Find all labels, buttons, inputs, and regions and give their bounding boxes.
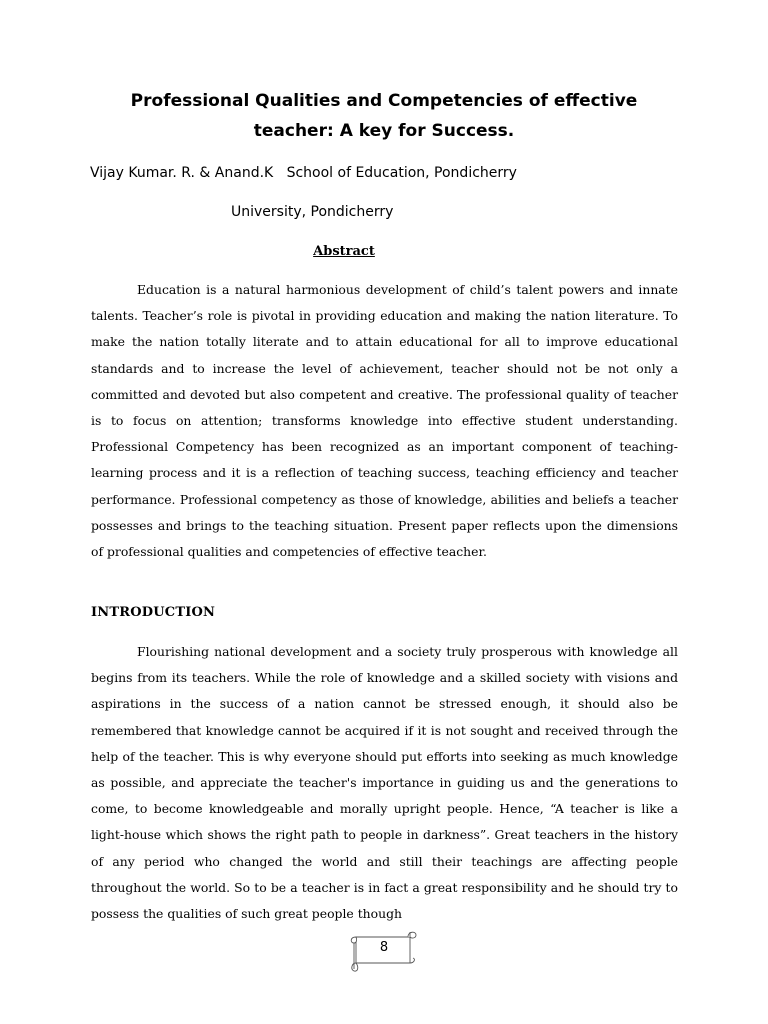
page-number: 8: [379, 940, 389, 955]
paper-title-line-1: Professional Qualities and Competencies of effective: [130, 91, 638, 111]
authors-affiliation-line-1: Vijay Kumar. R. & Anand.K School of Education, Pondicherry: [90, 165, 517, 181]
introduction-paragraph: Flourishing national development and a society truly prosperous with knowledge all begins from its teachers. While the role of knowledge and a skilled society with visions and aspirations in the success of a nation cannot be stressed enough, it should also be remembered that knowledge cannot be acquired if it is not sought and received through the help of the teacher. This is why everyone should put efforts into seeking as much knowledge as possible, and appreciate the teacher's importance in guiding us and the generations to come, to become knowledgeable and morally upright people. Hence, “A teacher is like a light-house which shows the right path to people in darkness”. Great teachers in the history of any period who changed the world and still their teachings are affecting people throughout the world. So to be a teacher is in fact a great responsibility and he should try to possess the qualities of such great people though: [91, 644, 678, 922]
authors-affiliation-line-2: University, Pondicherry: [231, 204, 394, 220]
paper-title-line-2: teacher: A key for Success.: [253, 121, 515, 141]
abstract-paragraph: Education is a natural harmonious development of child’s talent powers and innate talents. Teacher’s role is pivotal in providing education and making the nation literature. To make the nation totally literate and to attain educational for all to improve educational standards and to increase the level of achievement, teacher should not be not only a committed and devoted but also competent and creative. The professional quality of teacher is to focus on attention; transforms knowledge into effective student understanding. Professional Competency has been recognized as an important component of teaching-learning process and it is a reflection of teaching success, teaching efficiency and teacher performance. Professional competency as those of knowledge, abilities and beliefs a teacher possesses and brings to the teaching situation. Present paper reflects upon the dimensions of professional qualities and competencies of effective teacher.: [91, 282, 678, 560]
introduction-heading: INTRODUCTION: [91, 605, 216, 620]
abstract-heading: Abstract: [313, 244, 375, 259]
